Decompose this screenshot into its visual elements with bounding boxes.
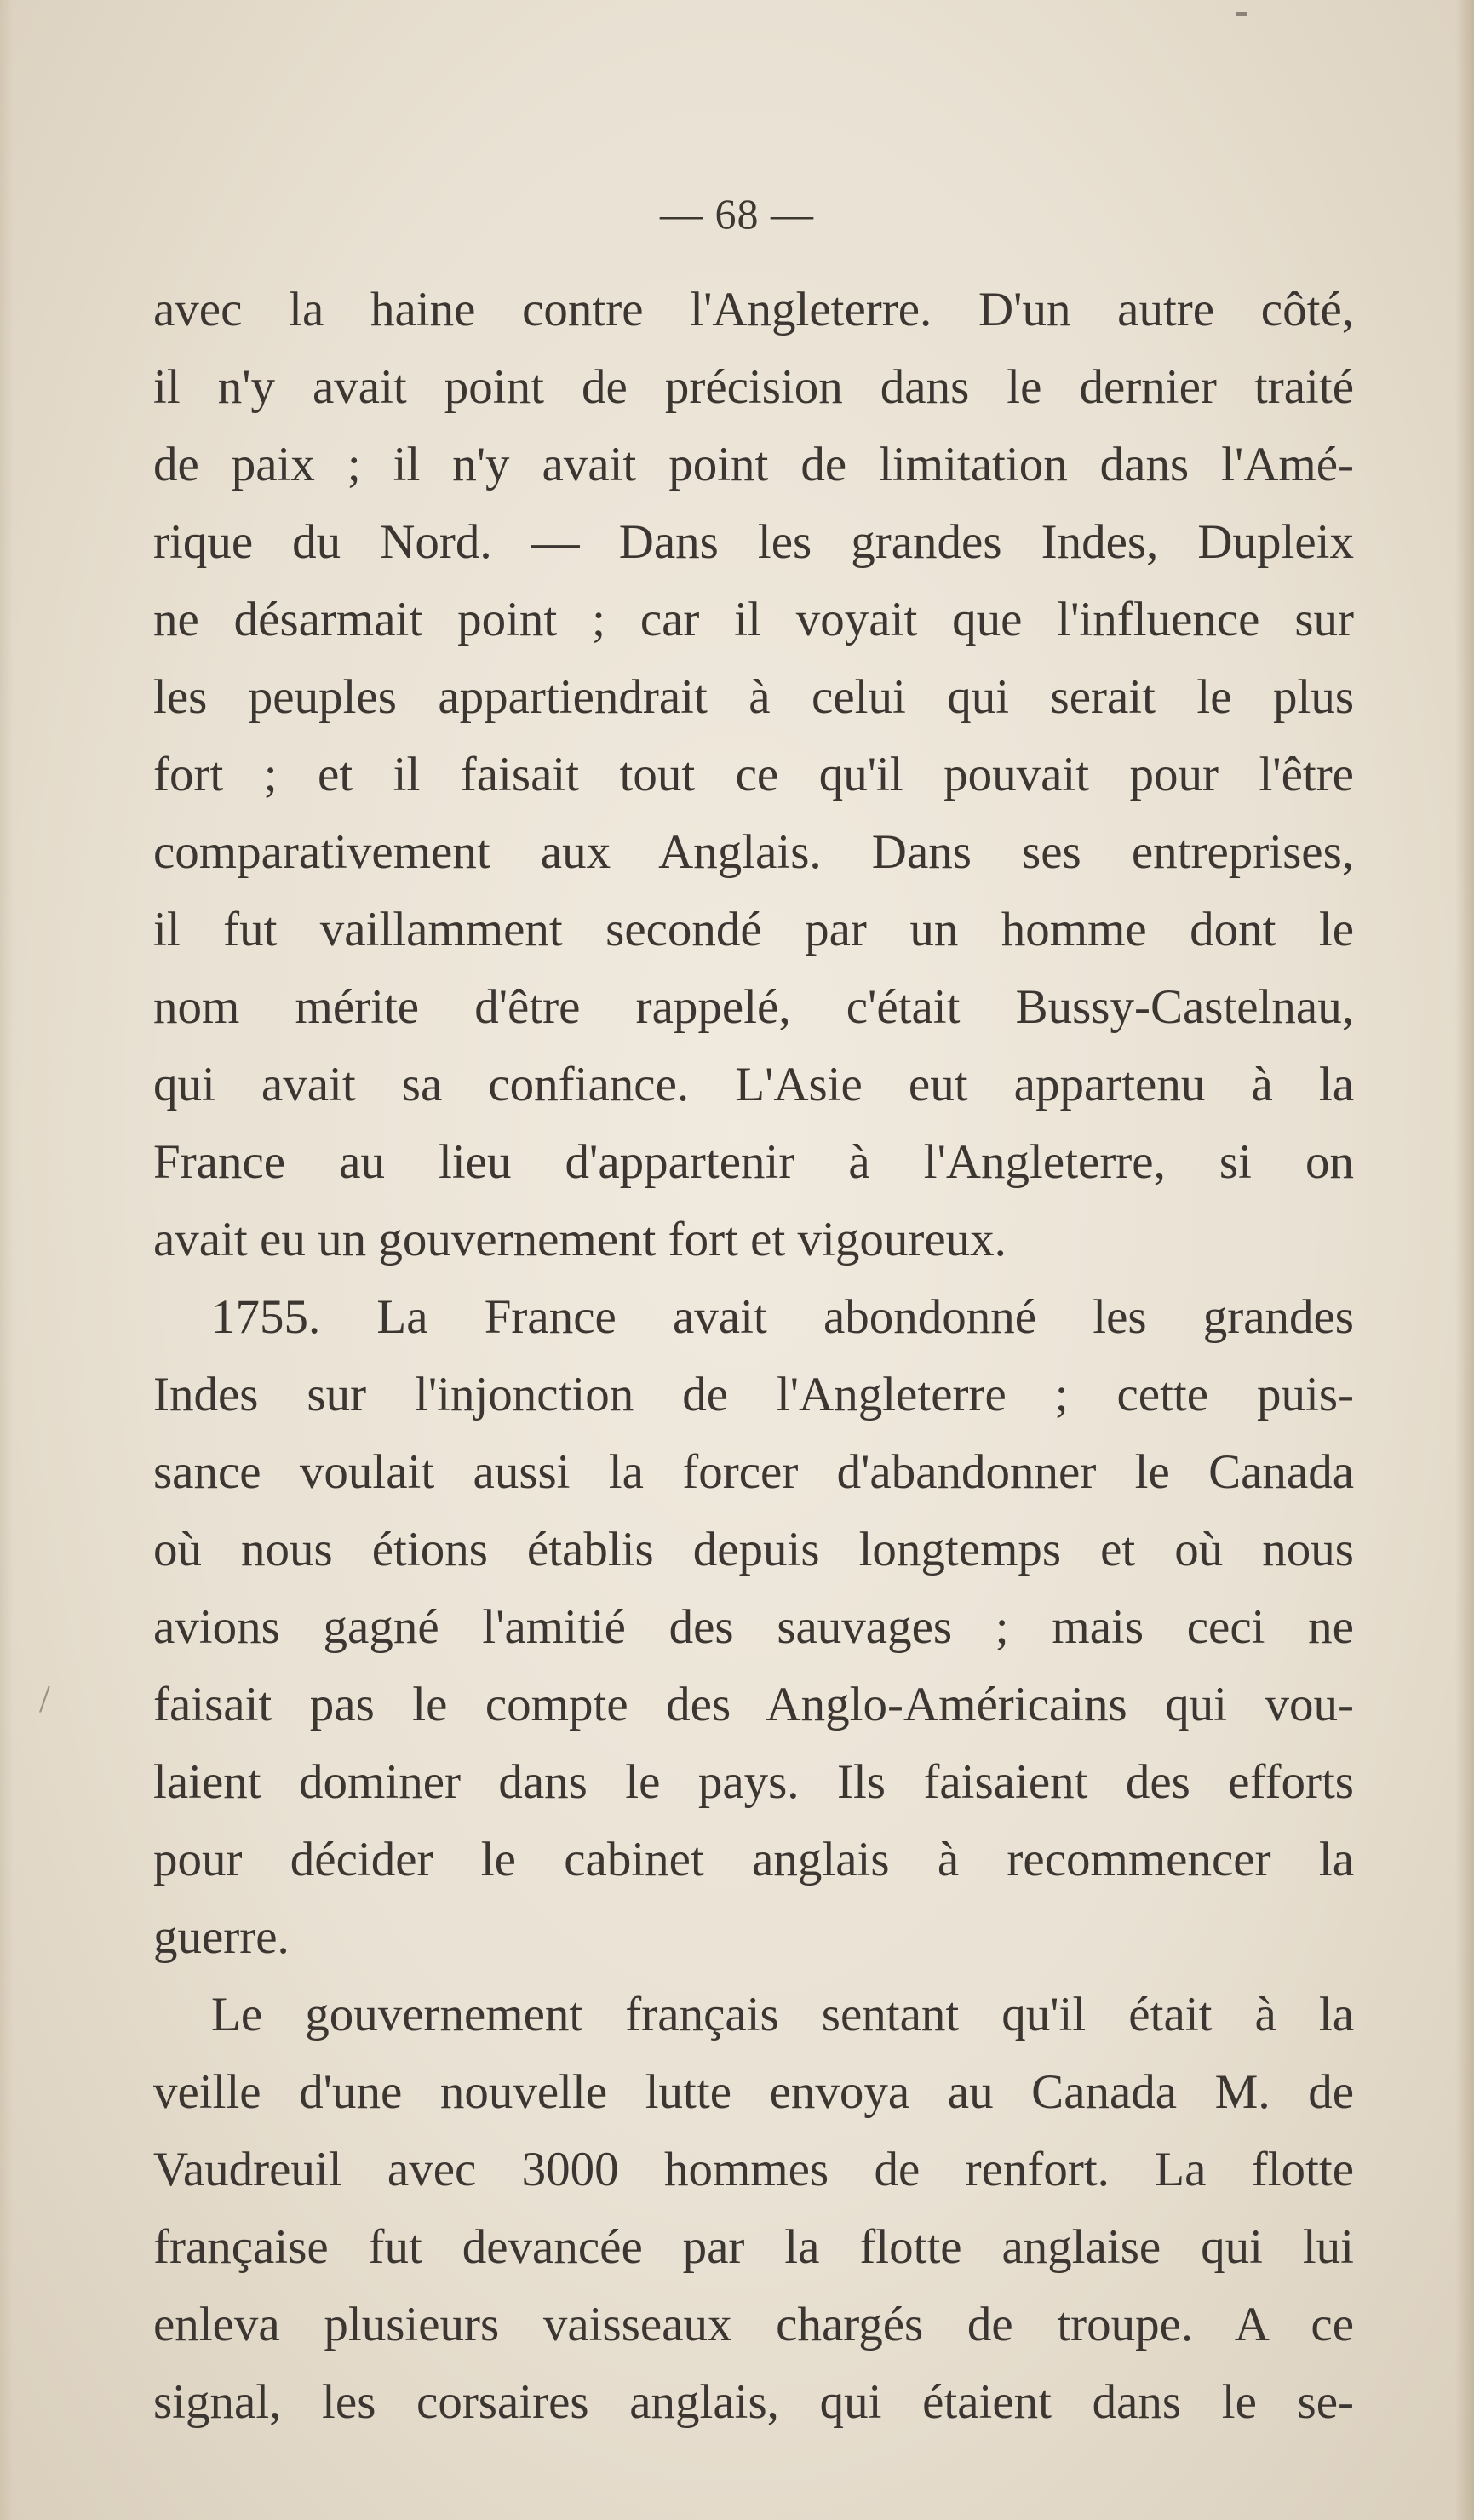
text-line: avec la haine contre l'Angleterre. D'un autre côté,: [153, 283, 1354, 336]
text-line: faisait pas le compte des Anglo-Américains qui vou-: [153, 1678, 1354, 1731]
text-line: signal, les corsaires anglais, qui étaient dans le se-: [153, 2375, 1354, 2429]
paragraph-end-line: avait eu un gouvernement fort et vigoureux.: [153, 1213, 1007, 1266]
ink-speck: [1236, 12, 1247, 16]
text-line: France au lieu d'appartenir à l'Angleterre, si on: [153, 1135, 1354, 1189]
paragraph-end-line: guerre.: [153, 1910, 290, 1964]
paragraph-start-line: Le gouvernement français sentant qu'il était à la: [211, 1988, 1354, 2041]
text-line: ne désarmait point ; car il voyait que l'influence sur: [153, 593, 1354, 646]
text-line: qui avait sa confiance. L'Asie eut appartenu à la: [153, 1058, 1354, 1111]
page-left-edge: [0, 0, 14, 2520]
text-line: Indes sur l'injonction de l'Angleterre ; cette puis-: [153, 1368, 1354, 1421]
text-line: il n'y avait point de précision dans le dernier traité: [153, 360, 1354, 414]
text-line: sance voulait aussi la forcer d'abandonner le Canada: [153, 1445, 1354, 1499]
page-number: — 68 —: [660, 190, 814, 238]
text-line: Vaudreuil avec 3000 hommes de renfort. La flotte: [153, 2143, 1354, 2196]
text-line: fort ; et il faisait tout ce qu'il pouvait pour l'être: [153, 748, 1354, 801]
text-line: laient dominer dans le pays. Ils faisaient des efforts: [153, 1755, 1354, 1809]
text-line: de paix ; il n'y avait point de limitation dans l'Amé-: [153, 438, 1354, 491]
text-line: française fut devancée par la flotte anglaise qui lui: [153, 2220, 1354, 2274]
text-line: enleva plusieurs vaisseaux chargés de troupe. A ce: [153, 2298, 1354, 2351]
page-right-edge: [1455, 0, 1474, 2520]
text-line: les peuples appartiendrait à celui qui serait le plus: [153, 670, 1354, 724]
text-line: veille d'une nouvelle lutte envoya au Canada M. de: [153, 2065, 1354, 2119]
text-line: il fut vaillamment secondé par un homme dont le: [153, 903, 1354, 956]
text-line: rique du Nord. — Dans les grandes Indes, Dupleix: [153, 515, 1354, 569]
body-text: [153, 271, 1354, 2441]
text-line: nom mérite d'être rappelé, c'était Bussy-Castelnau,: [153, 980, 1354, 1034]
stray-pencil-mark: /: [39, 1677, 50, 1720]
text-line: pour décider le cabinet anglais à recommencer la: [153, 1833, 1354, 1886]
paragraph-start-line: 1755. La France avait abondonné les grandes: [211, 1290, 1354, 1344]
text-line: avions gagné l'amitié des sauvages ; mais ceci ne: [153, 1600, 1354, 1654]
text-line: où nous étions établis depuis longtemps et où nous: [153, 1523, 1354, 1576]
text-line: comparativement aux Anglais. Dans ses entreprises,: [153, 825, 1354, 879]
